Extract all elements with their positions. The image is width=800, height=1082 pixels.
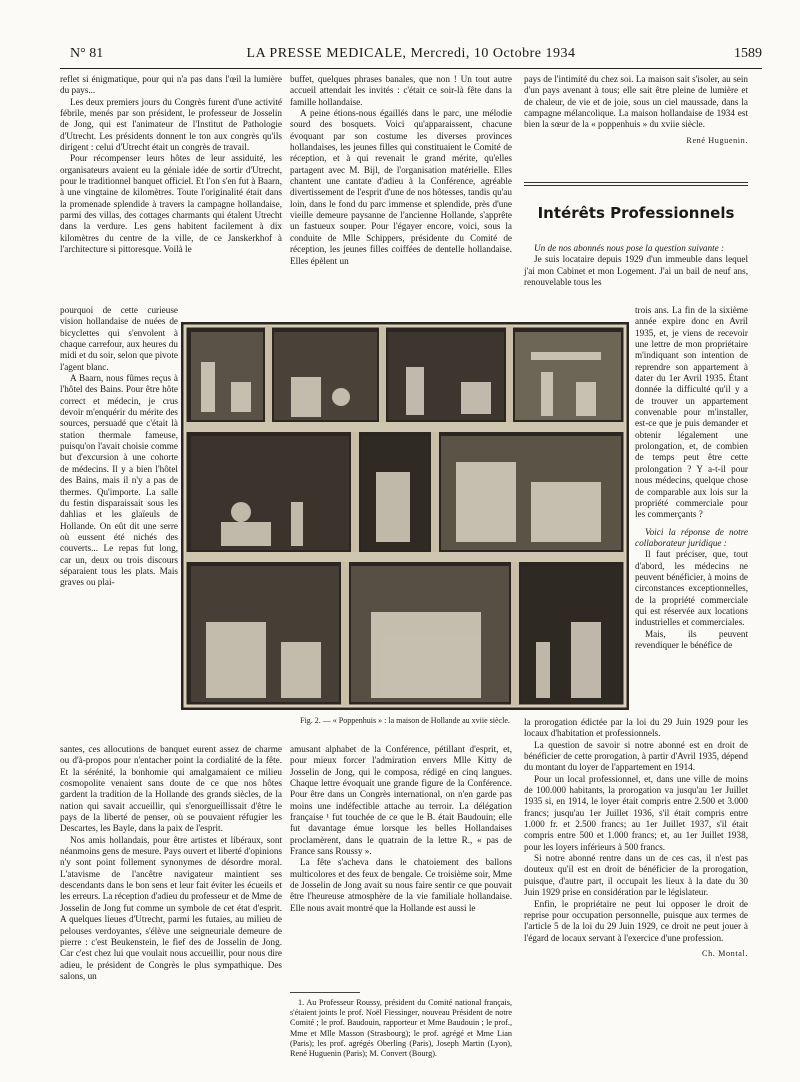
paragraph: la prorogation édictée par la loi du 29 Juin 1929 pour les locaux d'habitation et professionnels. <box>524 717 748 739</box>
poppenhuis-illustration <box>181 322 629 710</box>
question-intro: Un de nos abonnés nous pose la question suivante : <box>534 243 725 253</box>
dollhouse-photo <box>181 322 629 710</box>
paragraph: santes, ces allocutions de banquet eurent assez de charme ou d'à-propos pour n'entacher point la cordialité de la fête. Et la sérénité, la bonhomie qui amalgamaient ce milieu cosmopolite venaient sans doute de ce que nos hôtes gardent la tradition de la Hollande des grands siècles, de la nation qui savait accueillir, qui s'enorgueillissait d'être le pays de la liberté de penser, où se pouvaient réfugier les Descartes, les Bayle, dans la paix de l'esprit. <box>60 744 282 834</box>
column-2-top <box>290 74 512 314</box>
paragraph: buffet, quelques phrases banales, que non ! Un tout autre accueil attendait les invités : c'était ce soir-là fête dans la famille hollandaise. <box>290 74 512 107</box>
section-title: Intérêts Professionnels <box>537 204 735 222</box>
journal-title: LA PRESSE MEDICALE, Mercredi, 10 Octobre 1934 <box>246 46 576 61</box>
paragraph: Pour récompenser leurs hôtes de leur assiduité, les organisateurs avaient eu la géniale idée de sortir d'Utrecht, pour le traditionnel banquet officiel. Et l'on s'en fut à Baarn, à une vingtaine de kilomètres. Toute l'originalité était dans la promenade splendide à travers la campagne hollandaise, parmi des villas, des cottages charmants qui étalent Utrecht dans la verdure. Les gens habitent facilement à dix kilomètres du centre de la ville, de ce Janskerkhof à l'architecture si pittoresque. Voilà le <box>60 153 282 255</box>
paragraph: Si notre abonné rentre dans un de ces cas, il n'est pas douteux qu'il est en droit de bénéficier de la prorogation, puisque, d'autre part, il occupait les lieux à la date du 30 Juin 1929 prise en considération par le législateur. <box>524 853 748 898</box>
figure-caption: Fig. 2. — « Poppenhuis » : la maison de Hollande au xviie siècle. <box>300 716 510 725</box>
paragraph: Enfin, le propriétaire ne peut lui opposer le droit de reprise pour occupation personnelle, puisque aux termes de l'article 5 de la loi du 29 Juin 1929, ce droit ne peut jouer à l'égard de locaux servant à l'exercice d'une profession. <box>524 898 748 943</box>
footnote-rule <box>290 992 360 993</box>
issue-number: N° 81 <box>70 46 104 61</box>
paragraph: A Baarn, nous fûmes reçus à l'hôtel des Bains. Pour être hôte correct et médecin, je crus devoir m'enquérir du mérite des sources, persuadé que c'était là station thermale fameuse, puisqu'on l'avait choisie comme but d'excursion à une cohorte de médecins. Il y a bien l'hôtel des Bains, mais il n'y a pas de thermes. Qu'importe. La salle du festin disparaissait sous les dahlias et les glaïeuls de Hollande. On eût dit une serre où eussent été nichés des couverts... Le repas fut long, car un, deux ou trois discours séparaient tous les plats. Mais graves ou plai- <box>60 373 178 588</box>
paragraph: Nos amis hollandais, pour être artistes et libéraux, sont néanmoins gens de mesure. Pays ouvert et liberté d'opinions n'y sont point follement synonymes de désordre moral. L'atavisme de l'ancêtre navigateur maintient ses descendants dans le bon sens et leur fait éviter les écueils et les erreurs. La réception d'adieu du professeur et de Mme de Josselin de Jong fut comme un symbole de cet état d'esprit. A quelques lieues d'Utrecht, parmi les futaies, au milieu de pelouses verdoyantes, s'élève une seigneuriale demeure de pierre : c'est Beukenstein, le fief des de Josselin de Jong. Car c'est chez lui que voulait nous accueillir, pour nous dire adieu, le président de Congrès le plus sympathique. Des salons, un <box>60 834 282 981</box>
column-3-top <box>524 74 748 146</box>
question-text: Je suis locataire depuis 1929 d'un immeuble dans lequel j'ai mon Cabinet et mon Logement. J'ai un bail de neuf ans, renouvelable tous les <box>524 254 748 288</box>
paragraph: reflet si énigmatique, pour qui n'a pas dans l'œil la lumière du pays... <box>60 74 282 96</box>
header-rule <box>60 68 762 69</box>
author-signature: Ch. Montal. <box>702 948 748 958</box>
question-block <box>524 243 748 288</box>
column-3-bottom <box>524 717 748 959</box>
footnote-text: 1. Au Professeur Roussy, président du Comité national français, s'étaient joints le prof. Noël Fiessinger, nouveau Président de notre Comité ; le prof. Baudouin, rapporteur et Mme Baudouin ; le prof., Mme et Mlle Masson (Strasbourg); le prof. agrégé et Mme Lian (Paris); les prof. agrégés Oberling (Paris), Joseph Martin (Lyon), René Huguenin (Paris); M. Convert (Bourg). <box>290 998 512 1059</box>
paragraph: La question de savoir si notre abonné est en droit de bénéficier de cette prorogation, à partir d'Avril 1935, dépend du montant du loyer de l'appartement en 1914. <box>524 739 748 773</box>
paragraph: pays de l'intimité du chez soi. La maison sait s'isoler, au sein d'un pays avenant à tous; elle sait être pleine de lumière et de chaleur, de vie et de joie, sous un ciel maussade, dans la campagne mélancolique. La maison hollandaise de 1934 est bien la sœur de la « poppenhuis » du xviie siècle. <box>524 74 748 130</box>
paragraph: Il faut préciser, que, tout d'abord, les médecins ne peuvent bénéficier, à moins de circonstances exceptionnelles, de la propriété commerciale qui est réservée aux locations industrielles et commerciales. <box>635 549 748 628</box>
footnote <box>290 998 512 1059</box>
column-3-narrow <box>635 305 748 651</box>
paragraph: amusant alphabet de la Conférence, pétillant d'esprit, et, pour mieux forcer l'admiration envers Mlle Kitty de Josselin de Jong, qui le composa, rédigé en cinq langues. Chaque lettre évoquait une grande figure de la Conférence. Pour être dans un Congrès international, on n'en garde pas moins une indéfectible attache au terroir. La délégation française ¹ fut touchée de ce que le B. était Baudouin; elle fut davantage émue lorsque les belles Hollandaises proclamèrent, dans le quatrain de la lettre R., « pas de France sans Roussy ». <box>290 744 512 857</box>
column-1-top <box>60 74 282 256</box>
column-2-bottom <box>290 744 512 914</box>
author-signature: René Huguenin. <box>686 135 748 145</box>
section-rule <box>524 182 748 183</box>
paragraph: pourquoi de cette curieuse vision hollandaise de nuées de bicyclettes qui s'envolent à chaque carrefour, aux heures du midi et du soir, selon que pivote l'agent blanc. <box>60 305 178 372</box>
paragraph: trois ans. La fin de la sixième année expire donc en Avril 1935, et, je viens de recevoir une lettre de mon propriétaire m'indiquant son intention de reprendre son appartement à dater du 1er Avril 1935. Étant donnée la difficulté qu'il y a de trouver un appartement convenable pour m'installer, est-ce que je puis demander et obtenir légalement une prolongation, et, de combien de temps peut être cette prolongation ? Y a-t-il pour nous médecins, quelque chose de comparable aux lois sur la propriété commerciale pour les commerçants ? <box>635 305 748 520</box>
paragraph: La fête s'acheva dans le chatoiement des ballons multicolores et des feux de bengale. Ce troisième soir, Mme de Josselin de Jong avait su nous faire sentir ce que pouvait être l'heureuse atmosphère de la vie familiale hollandaise. Elle nous avait montré que la Hollande est aussi le <box>290 857 512 913</box>
page-number: 1589 <box>734 46 762 61</box>
running-header <box>60 46 762 66</box>
paragraph: Les deux premiers jours du Congrès furent d'une activité fébrile, menés par son président, le professeur de Josselin de Jong, qui est l'animateur de l'Institut de Pathologie d'Utrecht. Les présidents donnent le ton aux congrès qu'ils dirigent : celui d'Utrecht était un congrès de travail. <box>60 96 282 153</box>
paragraph: A peine étions-nous égaillés dans le parc, une mélodie sourd des bosquets. Voici qu'apparaissent, chacune évoquant par son costume les diverses provinces hollandaises, les jeunes filles qui constituaient le Comité de réception, et à qui revenait le grand mérite, qu'elles partagent avec M. Bijl, de l'organisation matérielle. Elles chantent une cantate d'adieu à la Conférence, agréable divertissement de l'esprit d'une de nos hôtesses, tandis qu'au loin, dans le fond du parc immense et splendide, près d'une vieille demeure paysanne de l'ancienne Hollande, s'apprête un fastueux souper. Pour l'égayer encore, voici, sous la conduite de Mlle Schippers, présidente du Comité de réception, les jeunes filles coiffées de dentelle hollandaise. Elles épèlent un <box>290 108 512 266</box>
paragraph: Mais, ils peuvent revendiquer le bénéfice de <box>635 628 748 650</box>
column-1-narrow <box>60 305 178 589</box>
section-rule <box>524 185 748 186</box>
column-1-bottom <box>60 744 282 982</box>
paragraph: Pour un local professionnel, et, dans une ville de moins de 100.000 habitants, la prorogation va jusqu'au 1er Juillet 1935 si, en 1914, le loyer était compris entre 2.500 et 3.000 francs; jusqu'au 1er Juillet 1936, s'il était compris entre 1.000 fr. et 2.500 francs; au 1er Juillet 1937, s'il était compris entre 500 et 1.000 francs; et, au 1er Juillet 1938, pour les loyers inférieurs à 500 francs. <box>524 773 748 852</box>
answer-intro: Voici la réponse de notre collaborateur juridique : <box>635 526 748 548</box>
